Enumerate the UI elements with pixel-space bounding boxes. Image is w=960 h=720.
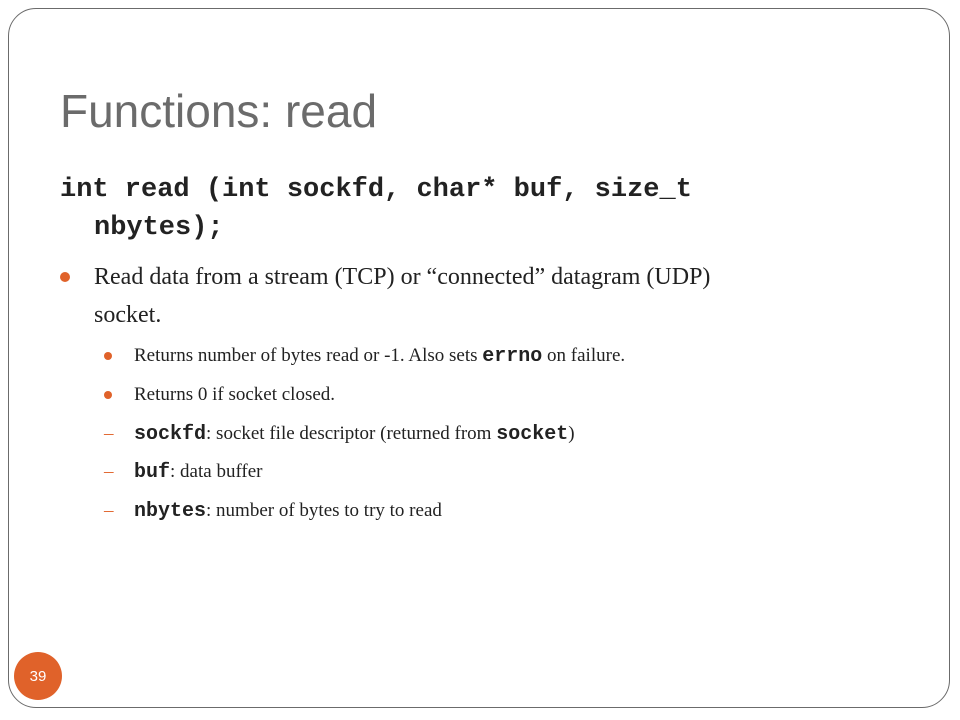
page-number-badge: 39 xyxy=(14,652,62,700)
param-code: sockfd xyxy=(134,423,207,446)
dash-icon: – xyxy=(104,500,114,521)
dash-icon: – xyxy=(104,461,114,482)
param-text xyxy=(104,460,864,486)
slide-title: Functions: read xyxy=(60,85,378,137)
sub-bullet-text-pre: Returns number of bytes read or -1. Also sets xyxy=(134,345,483,366)
function-signature xyxy=(60,172,860,248)
main-bullet-line-2: socket. xyxy=(94,302,162,329)
signature-line-1: int read (int sockfd, char* buf, size_t xyxy=(60,175,692,205)
param-code: buf xyxy=(134,461,171,484)
sub-bullet-returns xyxy=(104,344,864,370)
param-sockfd xyxy=(104,422,864,448)
main-bullet xyxy=(60,258,860,335)
errno-code: errno xyxy=(482,345,543,368)
sub-bullet-text xyxy=(104,344,864,370)
sub-bullet-text-post: on failure. xyxy=(542,345,626,366)
bullet-dot-icon xyxy=(104,352,112,360)
sub-bullet-text: Returns 0 if socket closed. xyxy=(134,384,336,405)
param-code: nbytes xyxy=(134,500,207,523)
sub-bullet-closed xyxy=(104,383,864,408)
param-buf xyxy=(104,460,864,486)
main-bullet-line-1: Read data from a stream (TCP) or “connected” datagram (UDP) xyxy=(94,264,711,290)
param-nbytes xyxy=(104,499,864,525)
dash-icon: – xyxy=(104,423,114,444)
param-desc-post: ) xyxy=(568,423,575,444)
param-desc: : data buffer xyxy=(170,461,263,482)
param-desc-pre: : socket file descriptor (returned from xyxy=(206,423,497,444)
param-desc: : number of bytes to try to read xyxy=(206,500,442,521)
param-text xyxy=(104,499,864,525)
main-bullet-text xyxy=(60,258,860,335)
signature-line-2: nbytes); xyxy=(94,212,224,243)
param-text xyxy=(104,422,864,448)
bullet-dot-icon xyxy=(60,272,70,282)
socket-code: socket xyxy=(496,423,569,446)
bullet-dot-icon xyxy=(104,391,112,399)
